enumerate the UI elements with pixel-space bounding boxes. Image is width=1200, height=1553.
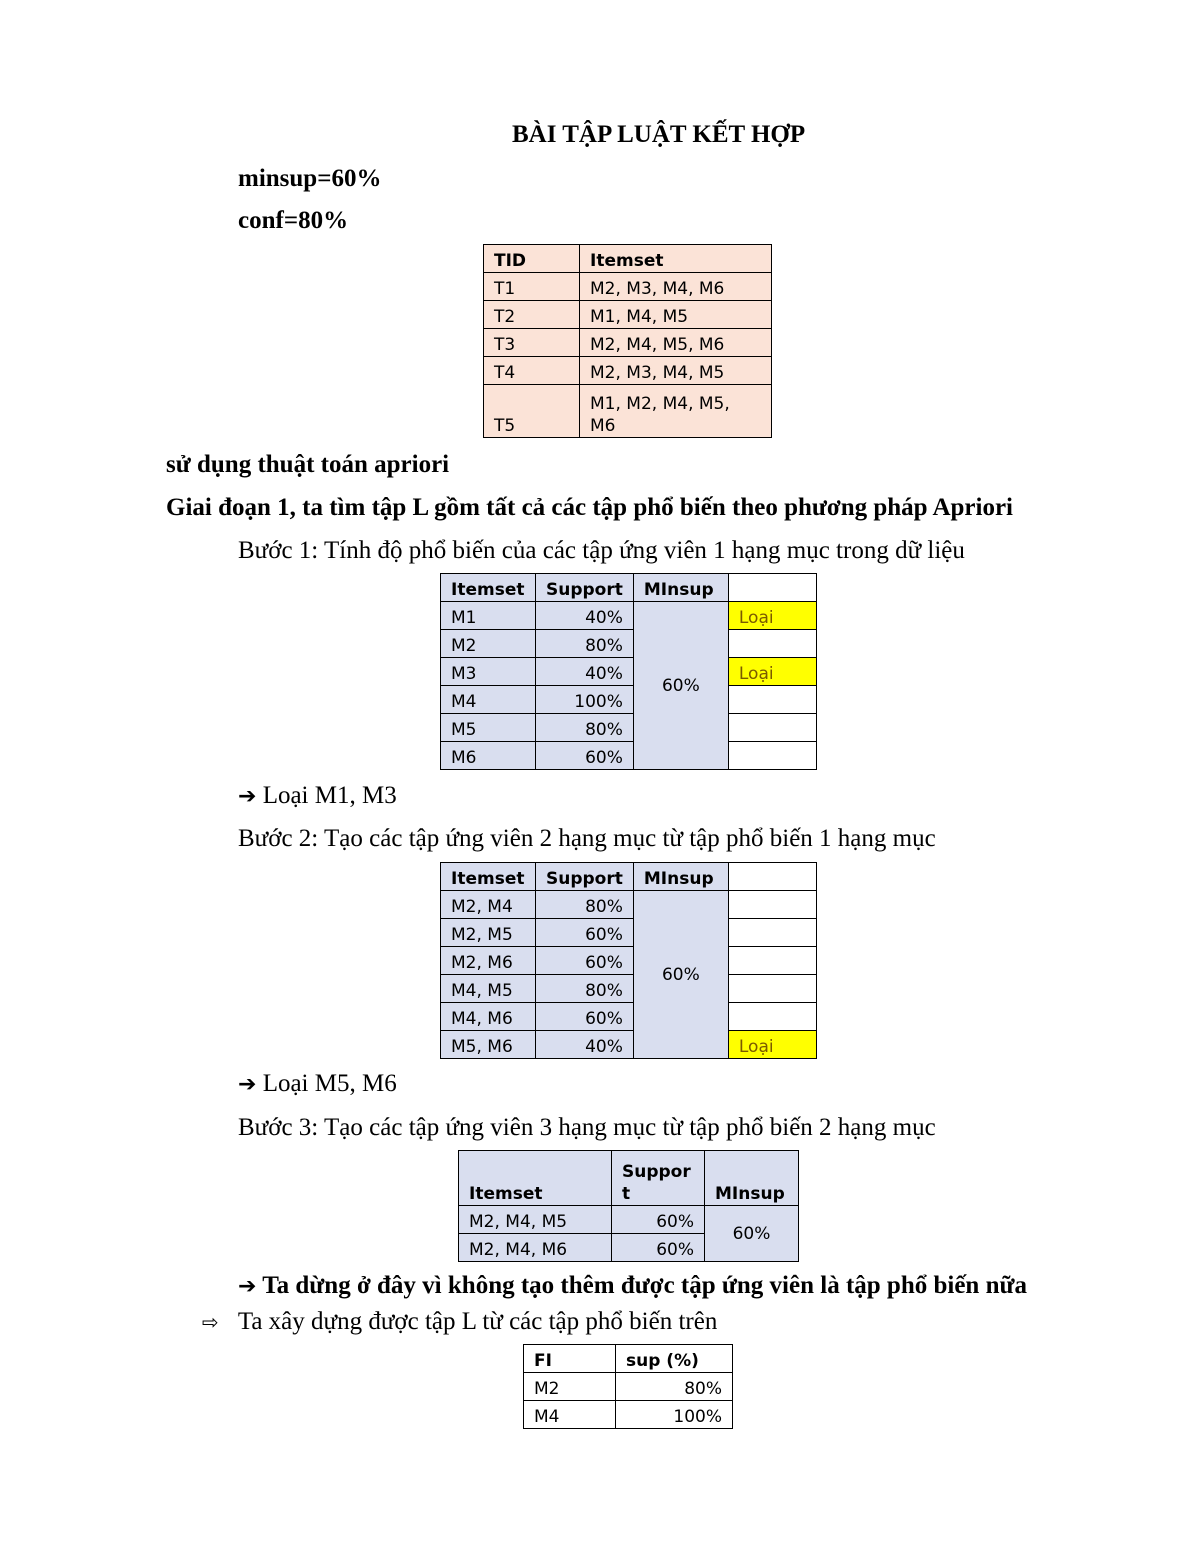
header-cell (728, 863, 816, 891)
table-row (441, 686, 817, 714)
support-cell: 60% (536, 1003, 634, 1031)
support-cell: 60% (536, 919, 634, 947)
table-row (441, 1031, 817, 1059)
step2-table (440, 862, 817, 1059)
right-arrow-icon: ➔ (238, 1274, 257, 1299)
header-cell: Itemset (441, 863, 536, 891)
header-line: Suppor (622, 1162, 691, 1182)
itemset-cell: M2 (441, 630, 536, 658)
itemset-cell: M2, M5 (441, 919, 536, 947)
conclusion-text: Loại M1, M3 (262, 782, 397, 809)
itemset-cell: M2, M4 (441, 891, 536, 919)
header-cell: MInsup (633, 574, 728, 602)
table-row (441, 714, 817, 742)
support-cell: 80% (536, 891, 634, 919)
itemset-cell: M2, M3, M4, M5 (580, 357, 772, 385)
support-cell: 80% (536, 630, 634, 658)
table-row (441, 1003, 817, 1031)
note-cell (728, 919, 816, 947)
table-row (484, 273, 772, 301)
step3-table (458, 1150, 799, 1262)
itemset-cell: M2, M4, M6 (459, 1234, 612, 1262)
method-line: sử dụng thuật toán apriori (166, 451, 450, 478)
header-cell: MInsup (633, 863, 728, 891)
table-row (524, 1401, 733, 1429)
note-cell (728, 686, 816, 714)
header-cell (728, 574, 816, 602)
itemset-cell: M2, M6 (441, 947, 536, 975)
itemset-line: M1, M2, M4, M5, (590, 394, 730, 414)
itemset-cell: M2, M3, M4, M6 (580, 273, 772, 301)
page-title: BÀI TẬP LUẬT KẾT HỢP (512, 121, 806, 148)
note-cell (728, 1003, 816, 1031)
itemset-cell: M6 (441, 742, 536, 770)
table-header-row (484, 245, 772, 273)
table-row (484, 301, 772, 329)
support-cell: 40% (536, 1031, 634, 1059)
step2-conclusion (238, 1069, 397, 1100)
table-row (441, 742, 817, 770)
step3-heading: Bước 3: Tạo các tập ứng viên 3 hạng mục từ tập phổ biến 2 hạng mục (238, 1114, 936, 1141)
header-cell: Support (536, 863, 634, 891)
note-cell (728, 891, 816, 919)
support-cell: 80% (536, 714, 634, 742)
support-cell: 60% (536, 947, 634, 975)
tid-cell: T5 (484, 385, 580, 438)
header-line: t (622, 1184, 631, 1204)
phase1-heading: Giai đoạn 1, ta tìm tập L gồm tất cả các tập phổ biến theo phương pháp Apriori (166, 494, 1013, 521)
right-arrow-icon: ➔ (238, 784, 257, 809)
support-cell: 60% (612, 1206, 705, 1234)
conclusion-text: Ta dừng ở đây vì không tạo thêm được tập ứng viên là tập phổ biến nữa (262, 1272, 1027, 1299)
table-row (441, 975, 817, 1003)
table-header-row (459, 1151, 799, 1206)
minsup-cell: 60% (633, 602, 728, 770)
table-row (441, 658, 817, 686)
tid-cell: T3 (484, 329, 580, 357)
header-cell: Support (536, 574, 634, 602)
sup-cell: 80% (616, 1373, 733, 1401)
table-row (524, 1373, 733, 1401)
table-row (484, 329, 772, 357)
table-header-row (441, 863, 817, 891)
support-cell: 60% (612, 1234, 705, 1262)
support-cell: 80% (536, 975, 634, 1003)
tid-cell: T2 (484, 301, 580, 329)
final-heading: Ta xây dựng được tập L từ các tập phổ biến trên (237, 1308, 718, 1335)
support-cell: 40% (536, 602, 634, 630)
table-row (441, 891, 817, 919)
itemset-line: M6 (590, 416, 616, 436)
header-cell: MInsup (705, 1151, 799, 1206)
step1-table (440, 573, 817, 770)
table-header-row (524, 1345, 733, 1373)
note-cell (728, 975, 816, 1003)
header-cell: Itemset (441, 574, 536, 602)
itemset-cell (580, 385, 772, 438)
itemset-cell: M4, M6 (441, 1003, 536, 1031)
header-cell: TID (484, 245, 580, 273)
fi-cell: M4 (524, 1401, 616, 1429)
header-cell: Itemset (580, 245, 772, 273)
itemset-cell: M4 (441, 686, 536, 714)
tid-cell: T1 (484, 273, 580, 301)
table-row (484, 385, 772, 438)
table-row (441, 630, 817, 658)
table-row (441, 947, 817, 975)
final-heading-line (202, 1307, 717, 1337)
fi-cell: M2 (524, 1373, 616, 1401)
table-row (459, 1206, 799, 1234)
note-cell (728, 714, 816, 742)
transactions-table (483, 244, 772, 438)
itemset-cell: M1, M4, M5 (580, 301, 772, 329)
step1-heading: Bước 1: Tính độ phổ biến của các tập ứng viên 1 hạng mục trong dữ liệu (238, 537, 965, 564)
itemset-cell: M2, M4, M5 (459, 1206, 612, 1234)
tid-cell: T4 (484, 357, 580, 385)
step2-heading: Bước 2: Tạo các tập ứng viên 2 hạng mục từ tập phổ biến 1 hạng mục (238, 825, 936, 852)
itemset-cell: M1 (441, 602, 536, 630)
support-cell: 60% (536, 742, 634, 770)
step3-conclusion (238, 1271, 1027, 1302)
table-row (484, 357, 772, 385)
hollow-arrow-icon: ⇨ (202, 1310, 219, 1334)
itemset-cell: M3 (441, 658, 536, 686)
support-cell: 100% (536, 686, 634, 714)
minsup-param: minsup=60% (238, 165, 382, 192)
conf-param: conf=80% (238, 207, 349, 234)
itemset-cell: M2, M4, M5, M6 (580, 329, 772, 357)
conclusion-text: Loại M5, M6 (262, 1070, 397, 1097)
itemset-cell: M5, M6 (441, 1031, 536, 1059)
minsup-cell: 60% (633, 891, 728, 1059)
header-cell: Itemset (459, 1151, 612, 1206)
header-cell: sup (%) (616, 1345, 733, 1373)
note-cell (728, 630, 816, 658)
support-cell: 40% (536, 658, 634, 686)
table-row (441, 602, 817, 630)
table-row (441, 919, 817, 947)
note-cell: Loại (728, 658, 816, 686)
minsup-cell: 60% (705, 1206, 799, 1262)
note-cell (728, 742, 816, 770)
table-header-row (441, 574, 817, 602)
itemset-cell: M4, M5 (441, 975, 536, 1003)
sup-cell: 100% (616, 1401, 733, 1429)
final-table (523, 1344, 733, 1429)
header-cell (612, 1151, 705, 1206)
itemset-cell: M5 (441, 714, 536, 742)
note-cell: Loại (728, 1031, 816, 1059)
note-cell: Loại (728, 602, 816, 630)
note-cell (728, 947, 816, 975)
header-cell: FI (524, 1345, 616, 1373)
right-arrow-icon: ➔ (238, 1072, 257, 1097)
step1-conclusion (238, 781, 397, 812)
